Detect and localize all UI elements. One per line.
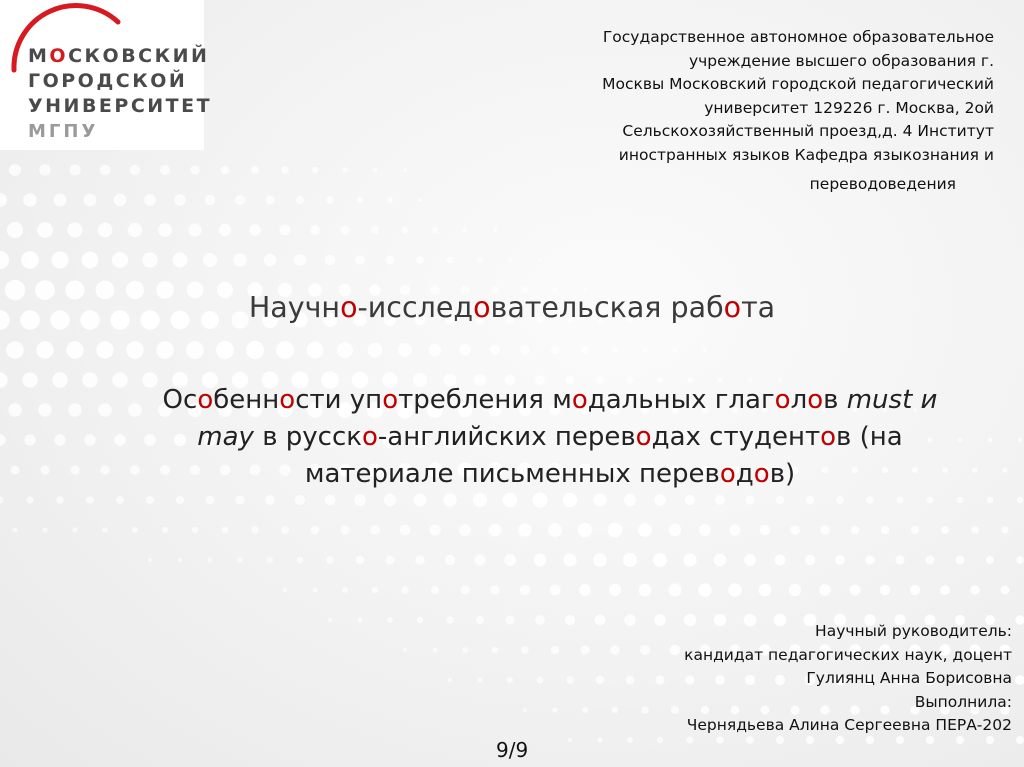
header-line: иностранных языков Кафедра языкознания и [618,145,994,164]
logo-line-2: ГОРОДСКОЙ [28,70,188,92]
thesis-title [100,382,1000,493]
header-line: Сельскохозяйственный проезд,д. 4 Институт [622,122,994,140]
logo-line-3: УНИВЕРСИТЕТ [28,95,213,117]
thesis-title-line-3: материале письменных переводов) [304,459,796,489]
page-number: 9/9 [496,738,529,762]
author-label: Выполнила: [914,692,1012,711]
thesis-title-line-2: may в русско-английских переводах студентов (на [197,422,903,452]
header-line: учреждение высшего образования г. [688,51,994,70]
logo-line-1: МОСКОВСКИЙ [28,45,210,67]
logo-wordmark [28,44,212,144]
logo-line-4: МГПУ [28,121,99,142]
supervisor-degree: кандидат педагогических наук, доцент [684,645,1012,664]
author-name: Чернядьева Алина Сергеевна ПЕРА-202 [686,716,1012,734]
header-line: Москвы Московский городской педагогический [602,75,994,93]
header-line: университет 129226 г. Москва, 2ой [704,98,994,117]
thesis-title-line-1: Особенности употребления модальных глаголов must и [162,385,938,415]
author-info [592,620,1012,738]
institution-header [564,26,994,197]
supervisor-name: Гулиянц Анна Борисовна [806,669,1012,687]
university-logo [0,0,213,150]
work-type-title: Научно-исследовательская работа [248,291,776,324]
header-line: Государственное автономное образовательное [602,28,994,46]
header-line-last: переводоведения [809,175,956,193]
supervisor-label: Научный руководитель: [815,622,1012,640]
